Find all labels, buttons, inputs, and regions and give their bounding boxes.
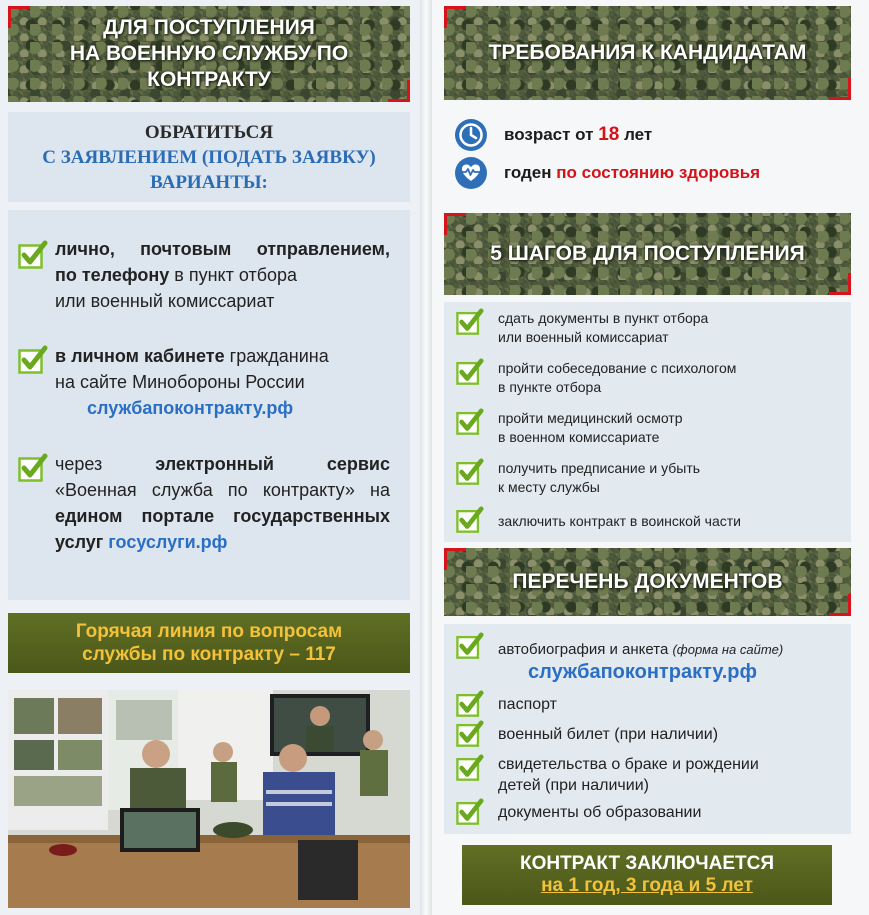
office-scene-image [8,690,410,908]
option-gosuslugi: через электронный сервис «Военная служба по контракту» на едином портале государственных услуг госуслуги.рф [55,454,390,552]
contract-line-1: КОНТРАКТ ЗАКЛЮЧАЕТСЯ [519,853,774,874]
checkmark-icon [456,308,484,336]
clock-icon [454,118,488,152]
red-corner-decoration [444,213,466,235]
header-line: ДЛЯ ПОСТУПЛЕНИЯ [103,16,315,39]
checkmark-icon [456,754,484,782]
hotline-banner [8,613,410,673]
left-column [0,0,420,915]
red-corner-decoration [388,80,410,102]
red-corner-decoration [444,6,466,28]
option-personal-account: в личном кабинете гражданина на сайте Минобороны России службапоконтракту.рф [55,346,329,418]
contract-banner [462,845,832,905]
step-5: заключить контракт в воинской части [498,513,741,529]
apply-line-1: ОБРАТИТЬСЯ [144,122,274,143]
checkmark-icon [456,690,484,718]
contract-line-2: на 1 год, 3 года и 5 лет [541,875,753,896]
red-corner-decoration [829,594,851,616]
red-corner-decoration [829,273,851,295]
mil-contract-link[interactable]: службапоконтракту.рф [87,398,294,418]
requirements-header [444,6,851,100]
apply-line-2: С ЗАЯВЛЕНИЕМ (ПОДАТЬ ЗАЯВКУ) [42,147,376,168]
documents-header [444,548,851,616]
left-header-banner [8,6,410,102]
heart-pulse-icon [454,156,488,190]
document-military-id: военный билет (при наличии) [498,726,719,743]
apply-panel [8,112,410,202]
document-education: документы об образовании [498,804,702,821]
hotline-line-2: службы по контракту – 117 [82,644,336,665]
step-3: пройти медицинский осмотр в военном комиссариате [498,410,683,445]
requirements-title: ТРЕБОВАНИЯ К КАНДИДАТАМ [488,41,807,64]
hotline-line-1: Горячая линия по вопросам [75,621,343,642]
red-corner-decoration [829,78,851,100]
gosuslugi-link[interactable]: госуслуги.рф [108,532,228,552]
checkmark-icon [18,240,48,270]
checkmark-icon [456,632,484,660]
header-line: КОНТРАКТУ [147,68,271,91]
checkmark-icon [18,453,48,483]
requirement-age: возраст от 18 лет [454,118,844,154]
checkmark-icon [456,358,484,386]
checkmark-icon [456,408,484,436]
red-corner-decoration [444,548,466,570]
document-certificates: свидетельства о браке и рождении детей (при наличии) [498,756,759,794]
checkmark-icon [456,798,484,826]
steps-title: 5 ШАГОВ ДЛЯ ПОСТУПЛЕНИЯ [490,242,805,265]
document-autobiography: автобиография и анкета (форма на сайте) службапоконтракту.рф [498,641,784,683]
application-form-link[interactable]: службапоконтракту.рф [528,661,758,683]
red-corner-decoration [8,6,30,28]
checkmark-icon [456,720,484,748]
steps-header [444,213,851,295]
page-fold [420,0,432,915]
header-line: НА ВОЕННУЮ СЛУЖБУ ПО [69,42,349,65]
apply-line-3: ВАРИАНТЫ: [150,172,268,193]
step-2: пройти собеседование с психологом в пункте отбора [498,360,737,395]
recruitment-office-photo [8,690,410,908]
documents-title: ПЕРЕЧЕНЬ ДОКУМЕНТОВ [512,570,783,593]
checkmark-icon [18,345,48,375]
step-4: получить предписание и убыть к месту службы [498,460,701,495]
checkmark-icon [456,458,484,486]
document-passport: паспорт [498,696,557,713]
checkmark-icon [456,506,484,534]
step-1: сдать документы в пункт отбора или военный комиссариат [498,310,709,345]
requirement-health: годен по состоянию здоровья [454,156,844,192]
option-in-person: лично, почтовым отправлением, по телефону в пункт отбора или военный комиссариат [55,239,390,311]
right-column [432,0,869,915]
